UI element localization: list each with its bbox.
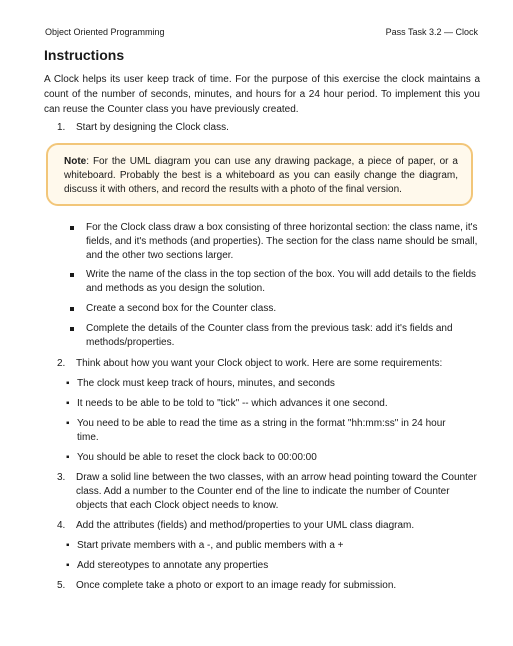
bullet-text: Start private members with a -, and public members with a +	[77, 540, 344, 551]
bullet-icon: ▪	[66, 418, 70, 429]
bullet-icon: ▪	[66, 398, 70, 409]
square-bullet-icon	[70, 307, 74, 311]
header-task: Pass Task 3.2 — Clock	[385, 27, 478, 37]
step-number: 5.	[57, 580, 66, 591]
step-5	[57, 579, 477, 593]
bullet-text: Add stereotypes to annotate any properties	[77, 560, 269, 571]
bullet-text: Write the name of the class in the top section of the box. You will add details to the fields and methods as you design the solution.	[86, 269, 477, 294]
step-number: 4.	[57, 520, 66, 531]
bullet-text: For the Clock class draw a box consisting of three horizontal section: the class name, it's fields, and it's methods (and properties). The section for the class name should be small, and the other two sections larger.	[86, 222, 478, 261]
step-text: Think about how you want your Clock object to work. Here are some requirements:	[76, 358, 443, 369]
header-course: Object Oriented Programming	[45, 27, 165, 37]
bullet-text: The clock must keep track of hours, minutes, and seconds	[77, 378, 335, 389]
step-number: 3.	[57, 472, 66, 483]
step-3	[57, 471, 477, 513]
bullet-icon: ▪	[66, 378, 70, 389]
intro-paragraph: A Clock helps its user keep track of time. For the purpose of this exercise the clock maintains a count of the number of seconds, minutes, and hours for a 24 hour period. To implement this you can reuse the Counter class you have previously created.	[44, 74, 480, 115]
note-box	[46, 143, 473, 206]
bullet-icon: ▪	[66, 452, 70, 463]
bullet-text: You need to be able to read the time as a string in the format "hh:mm:ss" in 24 hour time.	[77, 418, 446, 443]
bullet-text: Create a second box for the Counter class.	[86, 303, 277, 314]
step-4	[57, 519, 477, 533]
step-number: 2.	[57, 358, 66, 369]
note-body: : For the UML diagram you can use any drawing package, a piece of paper, or a whiteboard. Probably the best is a whiteboard as you can easily change the diagram, discuss it with others, and record the results with a photo of the final version.	[64, 156, 458, 195]
step-1	[57, 121, 477, 135]
bullet-text: You should be able to reset the clock back to 00:00:00	[77, 452, 317, 463]
bullet-icon: ▪	[66, 560, 70, 571]
step-text: Once complete take a photo or export to an image ready for submission.	[76, 580, 397, 591]
step-2	[57, 357, 477, 371]
page-title: Instructions	[44, 47, 125, 63]
step-number: 1.	[57, 122, 66, 133]
square-bullet-icon	[70, 327, 74, 331]
square-bullet-icon	[70, 226, 74, 230]
square-bullet-icon	[70, 273, 74, 277]
bullet-text: It needs to be able to be told to "tick" -- which advances it one second.	[77, 398, 388, 409]
note-text	[64, 155, 458, 197]
bullet-icon: ▪	[66, 540, 70, 551]
step-text: Add the attributes (fields) and method/properties to your UML class diagram.	[76, 520, 415, 531]
bullet-text: Complete the details of the Counter class from the previous task: add it's fields and methods/properties.	[86, 323, 453, 348]
step-text: Draw a solid line between the two classes, with an arrow head pointing toward the Counter class. Add a number to the Counter end of the line to indicate the number of Counter objects that each Clock object needs to know.	[76, 472, 477, 511]
step-text: Start by designing the Clock class.	[76, 122, 229, 133]
note-label: Note	[64, 156, 87, 167]
